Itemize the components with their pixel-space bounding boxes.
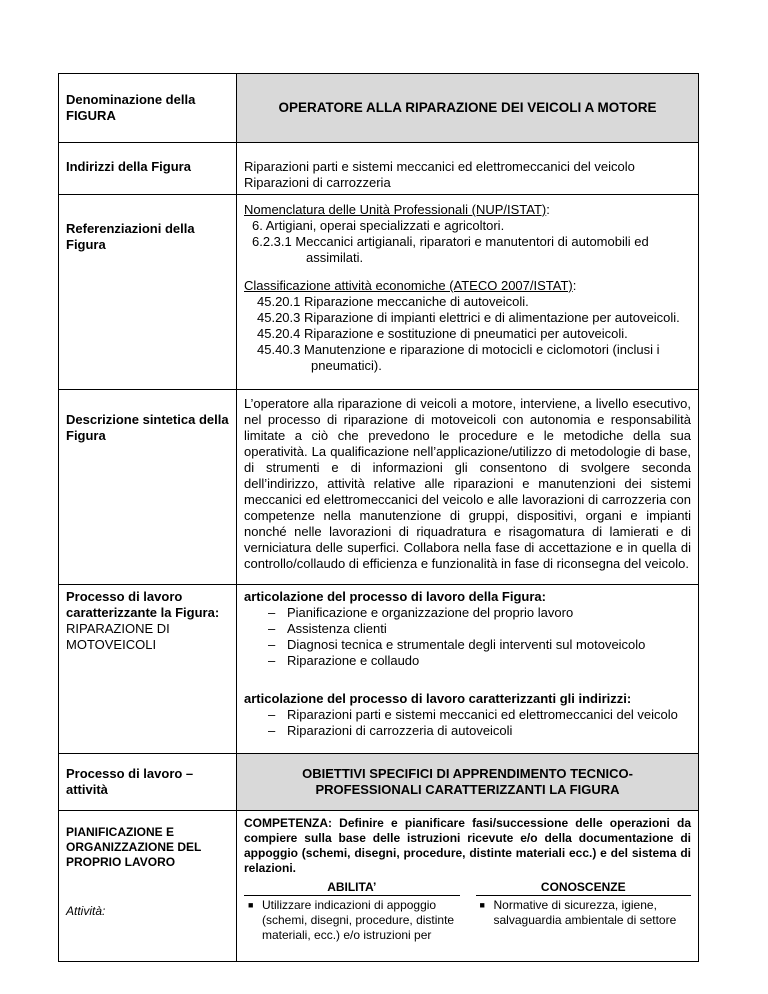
conoscenze-header: CONOSCENZE	[540, 880, 626, 894]
row-pianificazione	[59, 811, 699, 962]
conoscenze-divider	[476, 895, 692, 896]
dash-marker: –	[268, 621, 276, 636]
descrizione-label	[59, 390, 237, 585]
ateco-item-1: 45.20.1 Riparazione meccaniche di autoveicoli.	[257, 294, 529, 309]
descrizione-content	[237, 390, 699, 585]
square-bullet-icon: ■	[248, 900, 254, 910]
referenziazioni-label-text: Referenziazioni della Figura	[66, 221, 195, 252]
dash-marker: –	[268, 605, 276, 620]
processo-label-text: Processo di lavoro caratterizzante la Figura:	[66, 589, 220, 620]
indirizzi-label	[59, 143, 237, 195]
row-indirizzi	[59, 143, 699, 195]
attivita-label: Processo di lavoro – attività	[59, 754, 237, 811]
indirizzi-line-2: Riparazioni di carrozzeria	[244, 175, 391, 190]
processo-content	[237, 585, 699, 754]
square-bullet-icon: ■	[479, 900, 485, 910]
abilita-column	[244, 880, 460, 943]
competenza-text: COMPETENZA: Definire e pianificare fasi/successione delle operazioni da compiere sulla base delle istruzioni ricevute e/o della documentazione di appoggio (schemi, disegni, procedure, distinte materiali ecc.) e del sistema di relazioni.	[244, 816, 691, 875]
pianificazione-label-text: PIANIFICAZIONE E ORGANIZZAZIONE DEL PROPRIO LAVORO	[66, 825, 202, 869]
fig-process-item-text: Assistenza clienti	[287, 621, 387, 636]
ind-process-item	[244, 707, 691, 723]
fig-process-item-text: Pianificazione e organizzazione del proprio lavoro	[287, 605, 574, 620]
fig-process-item-text: Diagnosi tecnica e strumentale degli interventi sul motoveicolo	[287, 637, 646, 652]
ateco-colon: :	[572, 278, 577, 293]
fig-process-item	[244, 605, 691, 621]
ind-process-item-text: Riparazioni parti e sistemi meccanici ed elettromeccanici del veicolo	[287, 707, 678, 722]
indirizzi-label-text: Indirizzi della Figura	[66, 159, 191, 174]
ateco-heading	[244, 266, 691, 294]
referenziazioni-content	[237, 195, 699, 390]
descrizione-text: L’operatore alla riparazione di veicoli a motore, interviene, a livello esecutivo, nel processo di riparazione di motoveicoli con autonomia e responsabilità limitate a ciò che prevedono le procedure e le metodiche della sua operatività. La qualificazione nell’applicazione/utilizzo di metodologie di base, di strumenti e di informazioni gli consentono di svolgere seconda dell’indirizzo, attività relative alle riparazioni e manutenzioni dei sistemi meccanici ed elettromeccanici del veicolo e alle lavorazioni di carrozzeria con competenze nella manutenzione di gruppi, dispositivi, organi e impianti nonché nelle lavorazioni di riquadratura e risagomatura di lamierati e di verniciatura delle superfici. Collabora nella fase di accettazione e in quella di controllo/collaudo di efficienza e funzionalità in fase di riconsegna del veicolo.	[244, 396, 691, 571]
row-referenziazioni	[59, 195, 699, 390]
conoscenze-item-text: Normative di sicurezza, igiene, salvaguardia ambientale di settore	[493, 898, 677, 927]
ateco-item-2: 45.20.3 Riparazione di impianti elettrici e di alimentazione per autoveicoli.	[257, 310, 680, 325]
fig-process-item	[244, 621, 691, 637]
fig-process-heading: articolazione del processo di lavoro della Figura:	[244, 589, 546, 604]
dash-marker: –	[268, 637, 276, 652]
indirizzi-line-1: Riparazioni parti e sistemi meccanici ed elettromeccanici del veicolo	[244, 159, 635, 174]
row-attivita	[59, 754, 699, 811]
fig-process-item	[244, 637, 691, 653]
row-descrizione	[59, 390, 699, 585]
pianificazione-content	[237, 811, 699, 962]
nup-colon: :	[546, 202, 550, 217]
referenziazioni-label	[59, 195, 237, 390]
abilita-divider	[244, 895, 460, 896]
ateco-title: Classificazione attività economiche (ATECO 2007/ISTAT)	[244, 278, 573, 293]
nup-item-2: 6.2.3.1 Meccanici artigianali, riparatori e manutentori di automobili ed assimilati.	[252, 234, 649, 265]
conoscenze-column	[460, 880, 692, 943]
processo-label	[59, 585, 237, 754]
attivita-sublabel: Attività:	[66, 904, 106, 918]
nup-title: Nomenclatura delle Unità Professionali (NUP/ISTAT)	[244, 202, 547, 217]
skills-table	[244, 880, 691, 943]
row-denominazione	[59, 74, 699, 143]
conoscenze-item	[476, 898, 692, 928]
ind-process-heading: articolazione del processo di lavoro caratterizzanti gli indirizzi:	[244, 691, 632, 706]
pianificazione-label	[59, 811, 237, 962]
figure-title: OPERATORE ALLA RIPARAZIONE DEI VEICOLI A MOTORE	[237, 74, 699, 143]
denominazione-label: Denominazione della FIGURA	[59, 74, 237, 143]
abilita-item-text: Utilizzare indicazioni di appoggio (schemi, disegni, procedure, distinte materiali, ecc.) e/o istruzioni per	[262, 898, 455, 942]
row-processo	[59, 585, 699, 754]
abilita-item	[244, 898, 460, 943]
dash-marker: –	[268, 653, 276, 668]
ind-process-item	[244, 723, 691, 739]
nup-item-1: 6. Artigiani, operai specializzati e agricoltori.	[252, 218, 505, 233]
fig-process-item	[244, 653, 691, 669]
ateco-item-3: 45.20.4 Riparazione e sostituzione di pneumatici per autoveicoli.	[257, 326, 628, 341]
ind-process-item-text: Riparazioni di carrozzeria di autoveicoli	[287, 723, 513, 738]
figure-table	[58, 73, 699, 962]
ateco-item-4: 45.40.3 Manutenzione e riparazione di motocicli e ciclomotori (inclusi i pneumatici).	[257, 342, 660, 373]
dash-marker: –	[268, 707, 276, 722]
nup-heading	[244, 195, 691, 218]
abilita-header: ABILITA’	[327, 880, 377, 894]
dash-marker: –	[268, 723, 276, 738]
descrizione-label-text: Descrizione sintetica della Figura	[66, 412, 229, 443]
indirizzi-content	[237, 143, 699, 195]
obiettivi-title: OBIETTIVI SPECIFICI DI APPRENDIMENTO TECNICO-PROFESSIONALI CARATTERIZZANTI LA FIGURA	[237, 754, 699, 811]
processo-sublabel: RIPARAZIONE DI MOTOVEICOLI	[66, 621, 170, 652]
fig-process-item-text: Riparazione e collaudo	[287, 653, 420, 668]
